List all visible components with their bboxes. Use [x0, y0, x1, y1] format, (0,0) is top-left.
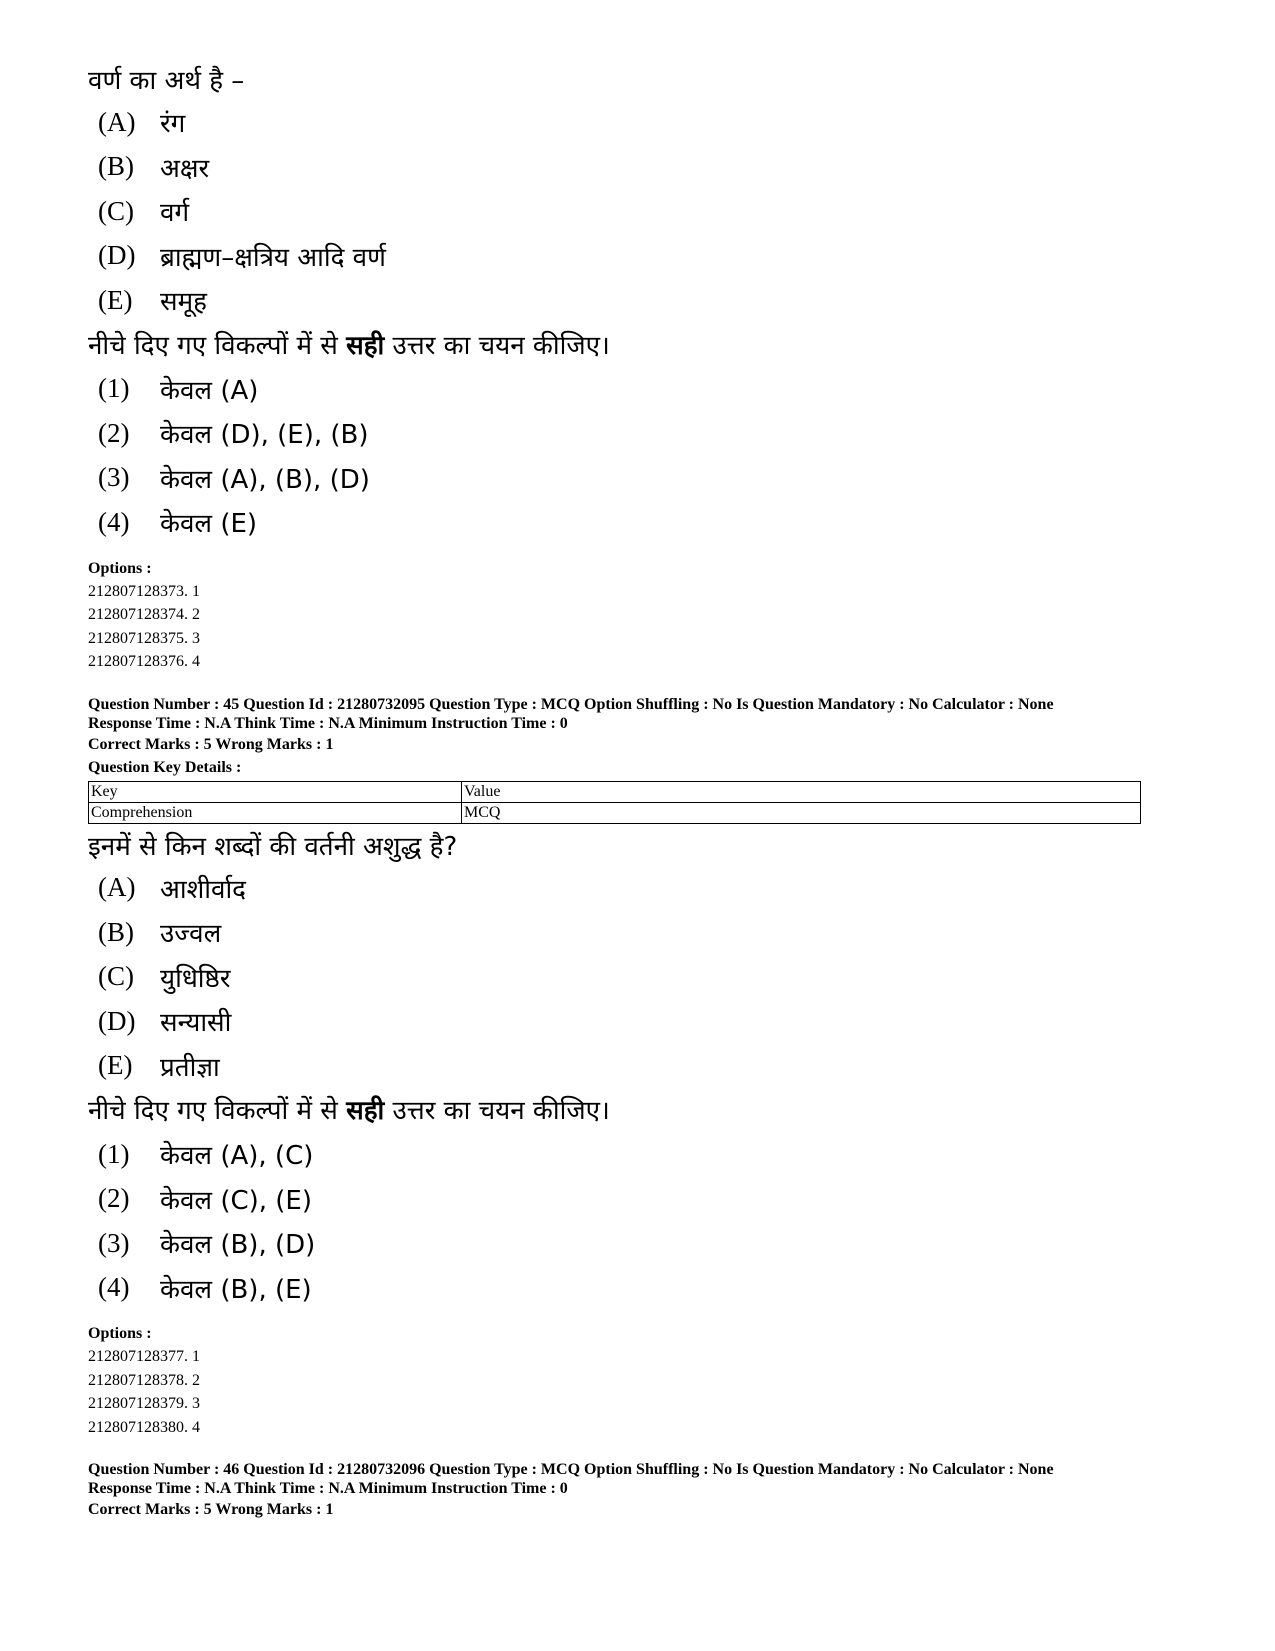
question-44-body: [88, 62, 1188, 674]
choice-item: (3) केवल (B), (D): [98, 1227, 316, 1261]
options-label: Options :: [88, 1325, 152, 1342]
statement-item: (A) आशीर्वाद: [98, 872, 246, 905]
question-marks: Correct Marks : 5 Wrong Marks : 1: [88, 1501, 334, 1518]
option-id: 212807128374. 2: [88, 606, 200, 623]
table-header-value: Value: [462, 781, 1141, 802]
choice-item: (2) केवल (C), (E): [98, 1183, 313, 1216]
question-45: [88, 695, 1188, 1440]
statement-item: (E) समूह: [98, 284, 207, 318]
question-meta-line2: Response Time : N.A Think Time : N.A Minimum Instruction Time : 0: [88, 1480, 568, 1497]
option-id: 212807128376. 4: [88, 653, 200, 670]
question-meta-line1: Question Number : 46 Question Id : 21280732096 Question Type : MCQ Option Shuffling : No Is Question Mandatory : No Calculator : None: [88, 1461, 1054, 1478]
instruction-text: नीचे दिए गए विकल्पों में से सही उत्तर का चयन कीजिए।: [88, 330, 610, 361]
choice-list: [88, 1132, 1188, 1310]
question-text: इनमें से किन शब्दों की वर्तनी अशुद्ध है?: [88, 831, 458, 862]
choice-item: (4) केवल (B), (E): [98, 1272, 312, 1305]
statement-item: (A) रंग: [98, 106, 186, 140]
statement-item: (D) ब्राह्मण–क्षत्रिय आदि वर्ण: [98, 240, 386, 273]
table-row: [89, 802, 1141, 823]
document-page: [88, 62, 1188, 1521]
instruction-text: नीचे दिए गए विकल्पों में से सही उत्तर का चयन कीजिए।: [88, 1096, 610, 1126]
option-id: 212807128378. 2: [88, 1371, 200, 1389]
statement-list: [88, 866, 1188, 1089]
question-text: वर्ण का अर्थ है –: [88, 66, 245, 96]
question-meta-line2: Response Time : N.A Think Time : N.A Minimum Instruction Time : 0: [88, 714, 568, 732]
table-cell-value: MCQ: [462, 802, 1141, 823]
choice-item: (3) केवल (A), (B), (D): [98, 462, 370, 495]
table-header-row: [89, 781, 1141, 802]
option-id: 212807128375. 3: [88, 629, 200, 647]
statement-item: (D) सन्यासी: [98, 1005, 232, 1039]
option-id: 212807128380. 4: [88, 1418, 200, 1436]
statement-item: (C) युधिष्ठिर: [98, 961, 231, 994]
options-label: Options :: [88, 559, 152, 577]
statement-item: (B) अक्षर: [98, 151, 210, 184]
statement-list: [88, 100, 1188, 323]
question-46: [88, 1460, 1188, 1521]
choice-item: (1) केवल (A), (C): [98, 1138, 314, 1172]
choice-list: [88, 367, 1188, 545]
statement-item: (B) उज्वल: [98, 916, 222, 950]
choice-item: (4) केवल (E): [98, 506, 258, 540]
choice-item: (2) केवल (D), (E), (B): [98, 417, 369, 451]
question-meta-line1: Question Number : 45 Question Id : 21280732095 Question Type : MCQ Option Shuffling : No Is Question Mandatory : No Calculator : None: [88, 695, 1054, 713]
choice-item: (1) केवल (A): [98, 373, 259, 406]
question-marks: Correct Marks : 5 Wrong Marks : 1: [88, 735, 334, 753]
statement-item: (E) प्रतीज्ञा: [98, 1050, 220, 1083]
option-id: 212807128373. 1: [88, 582, 200, 600]
option-id: 212807128377. 1: [88, 1348, 200, 1365]
statement-item: (C) वर्ग: [98, 195, 190, 229]
question-key-details-label: Question Key Details :: [88, 758, 242, 776]
option-id: 212807128379. 3: [88, 1395, 200, 1412]
key-details-table: [88, 781, 1141, 824]
table-header-key: Key: [89, 781, 462, 802]
table-cell-key: Comprehension: [89, 802, 462, 823]
